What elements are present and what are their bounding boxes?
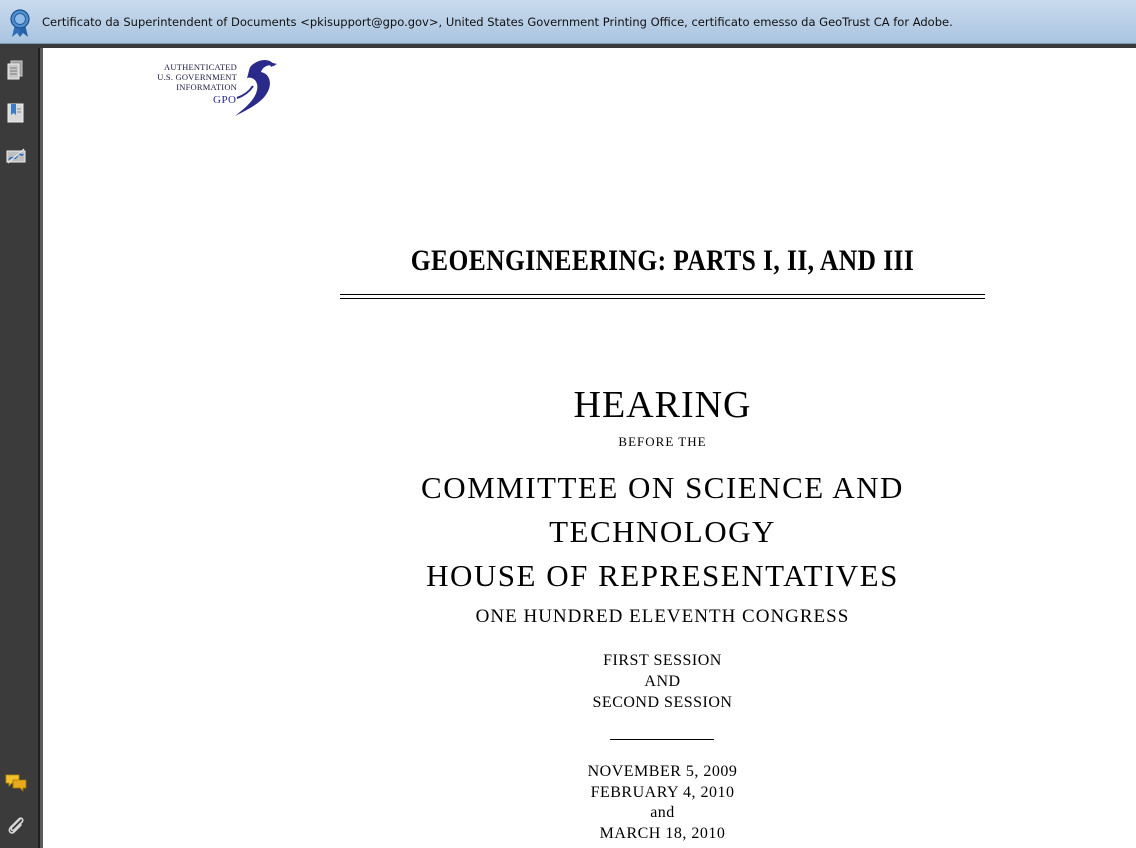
logo-line-information: INFORMATION bbox=[176, 82, 237, 92]
before-the-text: BEFORE THE bbox=[618, 434, 707, 449]
session-line: FIRST SESSION bbox=[603, 652, 722, 669]
committee-name bbox=[340, 466, 985, 598]
attachments-icon[interactable] bbox=[4, 813, 28, 837]
date-line: FEBRUARY 4, 2010 bbox=[590, 783, 735, 801]
hearing-dates bbox=[340, 762, 985, 844]
document-page bbox=[43, 48, 1136, 848]
bookmarks-icon[interactable] bbox=[4, 101, 28, 125]
committee-line: COMMITTEE ON SCIENCE AND bbox=[421, 470, 904, 505]
hearing-heading: HEARING bbox=[573, 384, 752, 426]
logo-gpo-mark: GPO bbox=[213, 94, 237, 106]
session-block bbox=[340, 650, 985, 713]
comments-icon[interactable] bbox=[4, 770, 28, 794]
eagle-icon bbox=[231, 56, 279, 122]
section-rule bbox=[610, 739, 714, 740]
session-line: AND bbox=[644, 673, 681, 690]
committee-line: HOUSE OF REPRESENTATIVES bbox=[426, 558, 899, 593]
certificate-ribbon-icon[interactable] bbox=[9, 8, 31, 38]
logo-line-authenticated: AUTHENTICATED bbox=[164, 62, 237, 72]
session-line: SECOND SESSION bbox=[592, 694, 733, 711]
signatures-icon[interactable] bbox=[4, 144, 28, 168]
logo-line-government: U.S. GOVERNMENT bbox=[157, 72, 237, 82]
gpo-logo bbox=[143, 56, 283, 122]
committee-line: TECHNOLOGY bbox=[549, 514, 776, 549]
date-line: NOVEMBER 5, 2009 bbox=[587, 763, 738, 780]
certificate-message: Certificato da Superintendent of Documents <pkisupport@gpo.gov>, United States Government Printing Office, certificato emesso da GeoTrust CA for Adobe. bbox=[42, 15, 953, 29]
page-thumbnails-icon[interactable] bbox=[4, 58, 28, 82]
title-rule-top bbox=[340, 294, 985, 295]
certificate-bar bbox=[0, 0, 1136, 44]
date-line: MARCH 18, 2010 bbox=[599, 824, 726, 842]
navigation-panel bbox=[0, 48, 40, 848]
document-title: GEOENGINEERING: PARTS I, II, AND III bbox=[410, 244, 915, 277]
title-rule-bottom bbox=[340, 298, 985, 299]
date-line: and bbox=[650, 804, 675, 821]
congress-name: ONE HUNDRED ELEVENTH CONGRESS bbox=[475, 606, 850, 627]
